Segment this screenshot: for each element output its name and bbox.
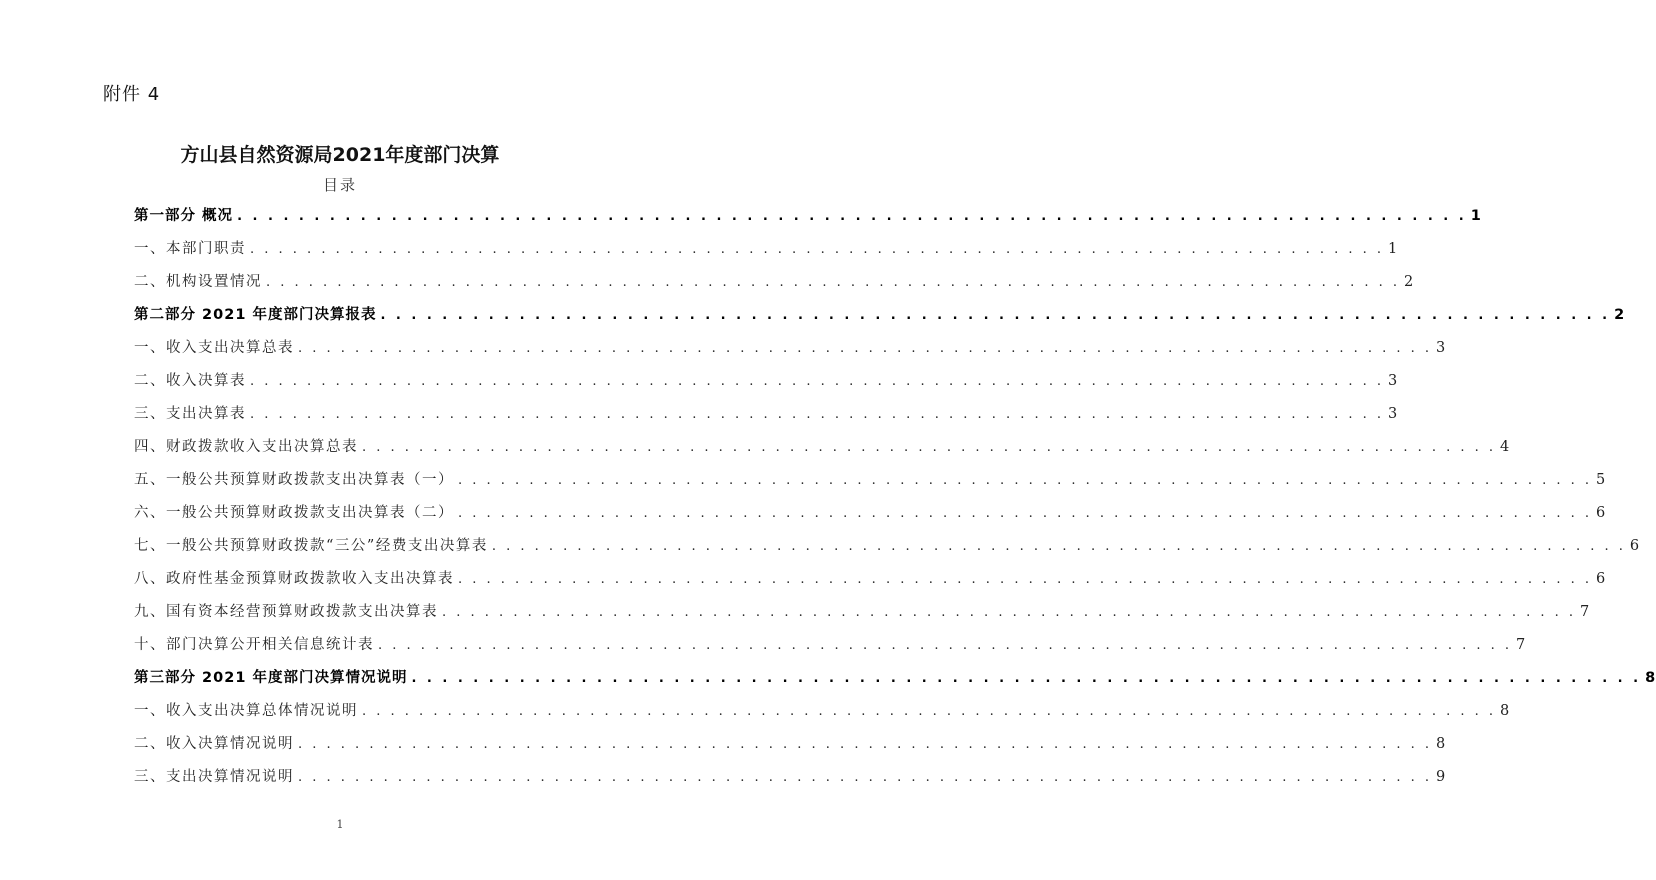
- toc-entry-title: 六、一般公共预算财政拨款支出决算表（二）: [134, 505, 454, 521]
- toc-entry-title: 五、一般公共预算财政拨款支出决算表（一）: [134, 472, 454, 488]
- toc-leader-dots: . . . . . . . . . . . . . . . . . . . . . . . . . . . . . . . . . . . . . . . . . . . . . . . . . . . . . . . . . . . . . . . . . . . . . . . . . . . . . . . .: [298, 341, 1433, 356]
- toc-entry[interactable]: [134, 761, 1447, 794]
- toc-entry-page: 3: [1388, 406, 1399, 422]
- toc-entry[interactable]: [134, 266, 1415, 299]
- toc-entry-title: 一、收入支出决算总表: [134, 340, 294, 356]
- attachment-label: 附件 4: [103, 84, 161, 105]
- toc-leader-dots: . . . . . . . . . . . . . . . . . . . . . . . . . . . . . . . . . . . . . . . . . . . . . . . . . . . . . . . . . . . . . . . . . . . . . . . . . . . . . . . .: [458, 506, 1593, 521]
- page-number: 1: [336, 818, 344, 831]
- toc-leader-dots: . . . . . . . . . . . . . . . . . . . . . . . . . . . . . . . . . . . . . . . . . . . . . . . . . . . . . . . . . . . . . . . . . . . . . . . . . . . . . . . .: [362, 704, 1497, 719]
- toc-entry-page: 1: [1388, 241, 1399, 257]
- toc-entry[interactable]: [134, 464, 1607, 497]
- toc-entry[interactable]: [134, 530, 1641, 563]
- toc-entry-title: 七、一般公共预算财政拨款“三公”经费支出决算表: [134, 538, 488, 554]
- toc-entry[interactable]: [134, 365, 1399, 398]
- toc-entry-title: 一、本部门职责: [134, 241, 246, 257]
- toc-entry-title: 一、收入支出决算总体情况说明: [134, 703, 358, 719]
- toc-entry-page: 3: [1388, 373, 1399, 389]
- toc-entry-page: 4: [1500, 439, 1511, 455]
- toc-entry-title: 二、收入决算情况说明: [134, 736, 294, 752]
- toc-entry[interactable]: [134, 563, 1607, 596]
- toc-leader-dots: . . . . . . . . . . . . . . . . . . . . . . . . . . . . . . . . . . . . . . . . . . . . . . . . . . . . . . . . . . . . . . . . . . . . . . . . . . . . . . . .: [250, 242, 1385, 257]
- toc-entry-page: 7: [1516, 637, 1527, 653]
- toc-entry-page: 3: [1436, 340, 1447, 356]
- toc-entry-title: 三、支出决算表: [134, 406, 246, 422]
- toc-entry-page: 8: [1436, 736, 1447, 752]
- toc-entry[interactable]: [134, 728, 1447, 761]
- toc-entry-title: 第二部分 2021 年度部门决算报表: [134, 307, 377, 323]
- toc-entry-title: 三、支出决算情况说明: [134, 769, 294, 785]
- toc-entry[interactable]: [134, 596, 1591, 629]
- toc-entry[interactable]: [134, 695, 1511, 728]
- toc-leader-dots: . . . . . . . . . . . . . . . . . . . . . . . . . . . . . . . . . . . . . . . . . . . . . . . . . . . . . . . . . . . . . . . . . . . . . . . . . . . . . . . .: [458, 572, 1593, 587]
- toc-entry[interactable]: [134, 398, 1399, 431]
- toc-entry-page: 2: [1614, 307, 1626, 323]
- toc-entry[interactable]: [134, 332, 1447, 365]
- toc-entry-page: 6: [1596, 505, 1607, 521]
- toc-entry-page: 9: [1436, 769, 1447, 785]
- toc-entry-title: 二、收入决算表: [134, 373, 246, 389]
- toc-leader-dots: . . . . . . . . . . . . . . . . . . . . . . . . . . . . . . . . . . . . . . . . . . . . . . . . . . . . . . . . . . . . . . . . . . . . . . . . . . . . . . . .: [298, 770, 1433, 785]
- toc-entry-title: 四、财政拨款收入支出决算总表: [134, 439, 358, 455]
- toc-entry-page: 6: [1596, 571, 1607, 587]
- toc-entry-page: 8: [1500, 703, 1511, 719]
- toc-entry-title: 八、政府性基金预算财政拨款收入支出决算表: [134, 571, 454, 587]
- toc-leader-dots: . . . . . . . . . . . . . . . . . . . . . . . . . . . . . . . . . . . . . . . . . . . . . . . . . . . . . . . . . . . . . . . . . . . . . . . . . . . . . . . .: [250, 407, 1385, 422]
- toc-part-entry[interactable]: [134, 200, 1482, 233]
- toc-leader-dots: . . . . . . . . . . . . . . . . . . . . . . . . . . . . . . . . . . . . . . . . . . . . . . . . . . . . . . . . . . . . . . . . . . . . . . . . . . . . . . . .: [237, 209, 1467, 224]
- toc-leader-dots: . . . . . . . . . . . . . . . . . . . . . . . . . . . . . . . . . . . . . . . . . . . . . . . . . . . . . . . . . . . . . . . . . . . . . . . . . . . . . . . .: [298, 737, 1433, 752]
- toc-entry[interactable]: [134, 431, 1511, 464]
- toc-leader-dots: . . . . . . . . . . . . . . . . . . . . . . . . . . . . . . . . . . . . . . . . . . . . . . . . . . . . . . . . . . . . . . . . . . . . . . . . . . . . . . . .: [491, 539, 1626, 554]
- toc-leader-dots: . . . . . . . . . . . . . . . . . . . . . . . . . . . . . . . . . . . . . . . . . . . . . . . . . . . . . . . . . . . . . . . . . . . . . . . . . . . . . . . .: [266, 275, 1401, 290]
- toc-entry-title: 二、机构设置情况: [134, 274, 262, 290]
- toc-entry-page: 5: [1596, 472, 1607, 488]
- toc-leader-dots: . . . . . . . . . . . . . . . . . . . . . . . . . . . . . . . . . . . . . . . . . . . . . . . . . . . . . . . . . . . . . . . . . . . . . . . . . . . . . . . .: [250, 374, 1385, 389]
- toc-entry-title: 十、部门决算公开相关信息统计表: [134, 637, 374, 653]
- toc-leader-dots: . . . . . . . . . . . . . . . . . . . . . . . . . . . . . . . . . . . . . . . . . . . . . . . . . . . . . . . . . . . . . . . . . . . . . . . . . . . . . . . .: [380, 308, 1611, 323]
- toc-leader-dots: . . . . . . . . . . . . . . . . . . . . . . . . . . . . . . . . . . . . . . . . . . . . . . . . . . . . . . . . . . . . . . . . . . . . . . . . . . . . . . . .: [442, 605, 1577, 620]
- toc-entry-page: 6: [1629, 538, 1641, 554]
- toc-leader-dots: . . . . . . . . . . . . . . . . . . . . . . . . . . . . . . . . . . . . . . . . . . . . . . . . . . . . . . . . . . . . . . . . . . . . . . . . . . . . . . . .: [362, 440, 1497, 455]
- toc-part-entry[interactable]: [134, 662, 1656, 695]
- toc-part-entry[interactable]: [134, 299, 1626, 332]
- toc-entry-page: 8: [1645, 670, 1656, 686]
- document-title: 方山县自然资源局2021年度部门决算: [180, 144, 500, 166]
- toc-leader-dots: . . . . . . . . . . . . . . . . . . . . . . . . . . . . . . . . . . . . . . . . . . . . . . . . . . . . . . . . . . . . . . . . . . . . . . . . . . . . . . . .: [378, 638, 1513, 653]
- toc-leader-dots: . . . . . . . . . . . . . . . . . . . . . . . . . . . . . . . . . . . . . . . . . . . . . . . . . . . . . . . . . . . . . . . . . . . . . . . . . . . . . . . .: [458, 473, 1593, 488]
- toc-entry-page: 7: [1580, 604, 1591, 620]
- toc-entry[interactable]: [134, 629, 1527, 662]
- toc-entry-title: 第三部分 2021 年度部门决算情况说明: [134, 670, 408, 686]
- toc-entry-title: 九、国有资本经营预算财政拨款支出决算表: [134, 604, 438, 620]
- table-of-contents: [134, 200, 1656, 794]
- toc-leader-dots: . . . . . . . . . . . . . . . . . . . . . . . . . . . . . . . . . . . . . . . . . . . . . . . . . . . . . . . . . . . . . . . . . . . . . . . . . . . . . . . .: [411, 671, 1642, 686]
- toc-entry-title: 第一部分 概况: [134, 208, 234, 224]
- toc-entry-page: 1: [1470, 208, 1482, 224]
- toc-heading: 目录: [322, 176, 357, 194]
- toc-entry[interactable]: [134, 233, 1399, 266]
- toc-entry[interactable]: [134, 497, 1607, 530]
- toc-entry-page: 2: [1404, 274, 1415, 290]
